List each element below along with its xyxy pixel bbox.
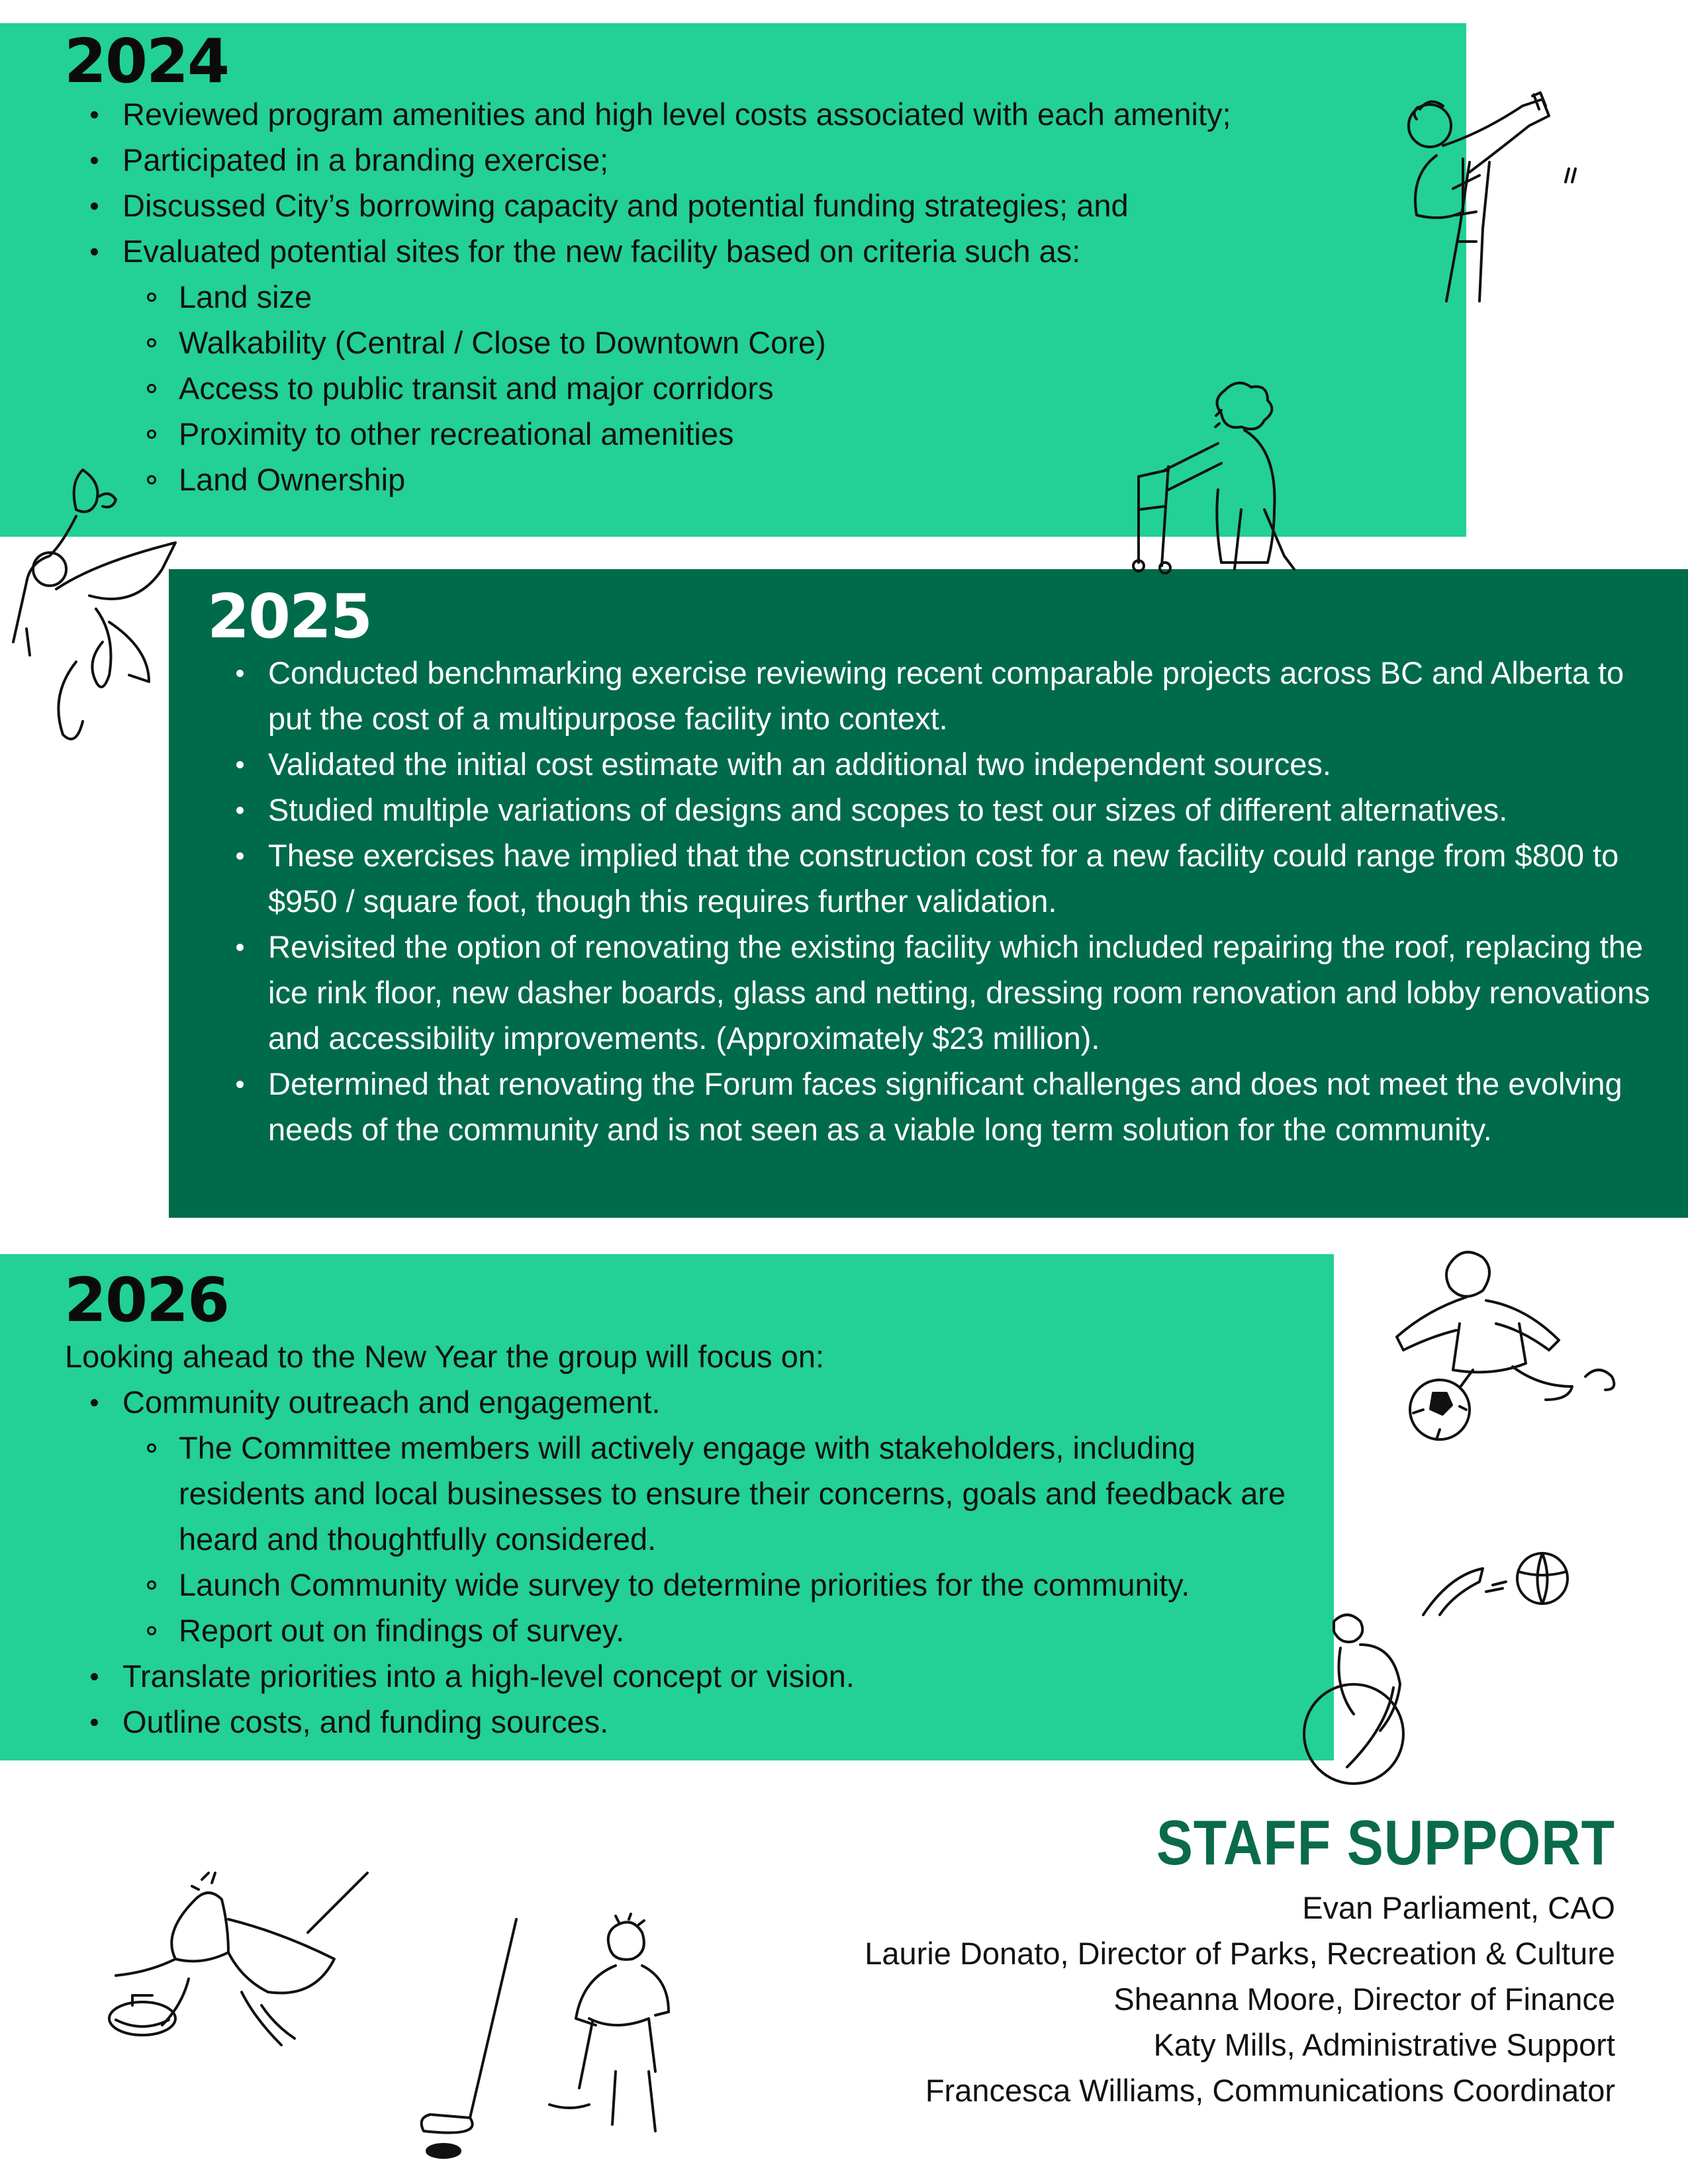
year-heading-2025: 2025: [207, 581, 372, 652]
list-item: Evaluated potential sites for the new facility based on criteria such as:: [66, 228, 1423, 274]
list-item: Outline costs, and funding sources.: [66, 1699, 1291, 1745]
list-2025: [212, 650, 1655, 1152]
list-item: Conducted benchmarking exercise reviewing recent comparable projects across BC and Alberta to put the cost of a multipurpose facility into context.: [212, 650, 1655, 741]
list-item: Translate priorities into a high-level concept or vision.: [66, 1653, 1291, 1699]
sub-list-item: Report out on findings of survey.: [66, 1608, 1291, 1653]
list-item: Reviewed program amenities and high level costs associated with each amenity;: [66, 91, 1423, 137]
staff-member: Sheanna Moore, Director of Finance: [1113, 1981, 1615, 2017]
staff-member: Evan Parliament, CAO: [1302, 1890, 1615, 1925]
section-2026-lead: Looking ahead to the New Year the group will focus on:: [65, 1339, 825, 1374]
wheelchair-basketball-sketch-icon: [1294, 1535, 1572, 1787]
staff-support-title: STAFF SUPPORT: [1156, 1807, 1615, 1878]
hockey-player-sketch-icon: [417, 1913, 682, 2164]
sub-list-item: Launch Community wide survey to determine priorities for the community.: [66, 1562, 1291, 1608]
list-item: Determined that renovating the Forum faces significant challenges and does not meet the evolving needs of the community and is not seen as a viable long term solution for the community.: [212, 1061, 1655, 1152]
walker-senior-sketch-icon: [1112, 377, 1311, 576]
staff-member: Laurie Donato, Director of Parks, Recreation & Culture: [865, 1936, 1615, 1971]
dancer-sketch-icon: [10, 457, 182, 748]
staff-member: Francesca Williams, Communications Coordinator: [925, 2073, 1615, 2108]
year-heading-2024: 2024: [64, 26, 229, 97]
list-item: Studied multiple variations of designs and scopes to test our sizes of different alternatives.: [212, 787, 1655, 833]
list-item: Community outreach and engagement.: [66, 1379, 1291, 1425]
staff-member: Katy Mills, Administrative Support: [1153, 2027, 1615, 2062]
section-2025: [169, 569, 1688, 1218]
sub-list-item: Land Ownership: [66, 457, 1423, 502]
sub-list-item: Land size: [66, 274, 1423, 320]
sub-list-item: Proximity to other recreational amenities: [66, 411, 1423, 457]
curling-sketch-icon: [103, 1866, 381, 2058]
sub-list-item: Access to public transit and major corridors: [66, 365, 1423, 411]
section-2026: [0, 1254, 1334, 1760]
sub-list-item: The Committee members will actively engage with stakeholders, including residents and local businesses to ensure their concerns, goals and feedback are heard and thoughtfully considered.: [66, 1425, 1291, 1562]
list-item: These exercises have implied that the construction cost for a new facility could range from $800 to $950 / square foot, though this requires further validation.: [212, 833, 1655, 924]
list-item: Revisited the option of renovating the existing facility which included repairing the roof, replacing the ice rink floor, new dasher boards, glass and netting, dressing room renovation and lobby renovations and accessibility improvements. (Approximately $23 million).: [212, 924, 1655, 1061]
list-2026: [66, 1379, 1291, 1745]
sub-list-item: Walkability (Central / Close to Downtown Core): [66, 320, 1423, 365]
list-item: Validated the initial cost estimate with an additional two independent sources.: [212, 741, 1655, 787]
staff-list: [865, 1885, 1615, 2113]
year-heading-2026: 2026: [64, 1265, 229, 1336]
soccer-player-sketch-icon: [1387, 1244, 1625, 1443]
list-item: Participated in a branding exercise;: [66, 137, 1423, 183]
karate-kick-sketch-icon: [1390, 89, 1602, 308]
list-item: Discussed City’s borrowing capacity and potential funding strategies; and: [66, 183, 1423, 228]
